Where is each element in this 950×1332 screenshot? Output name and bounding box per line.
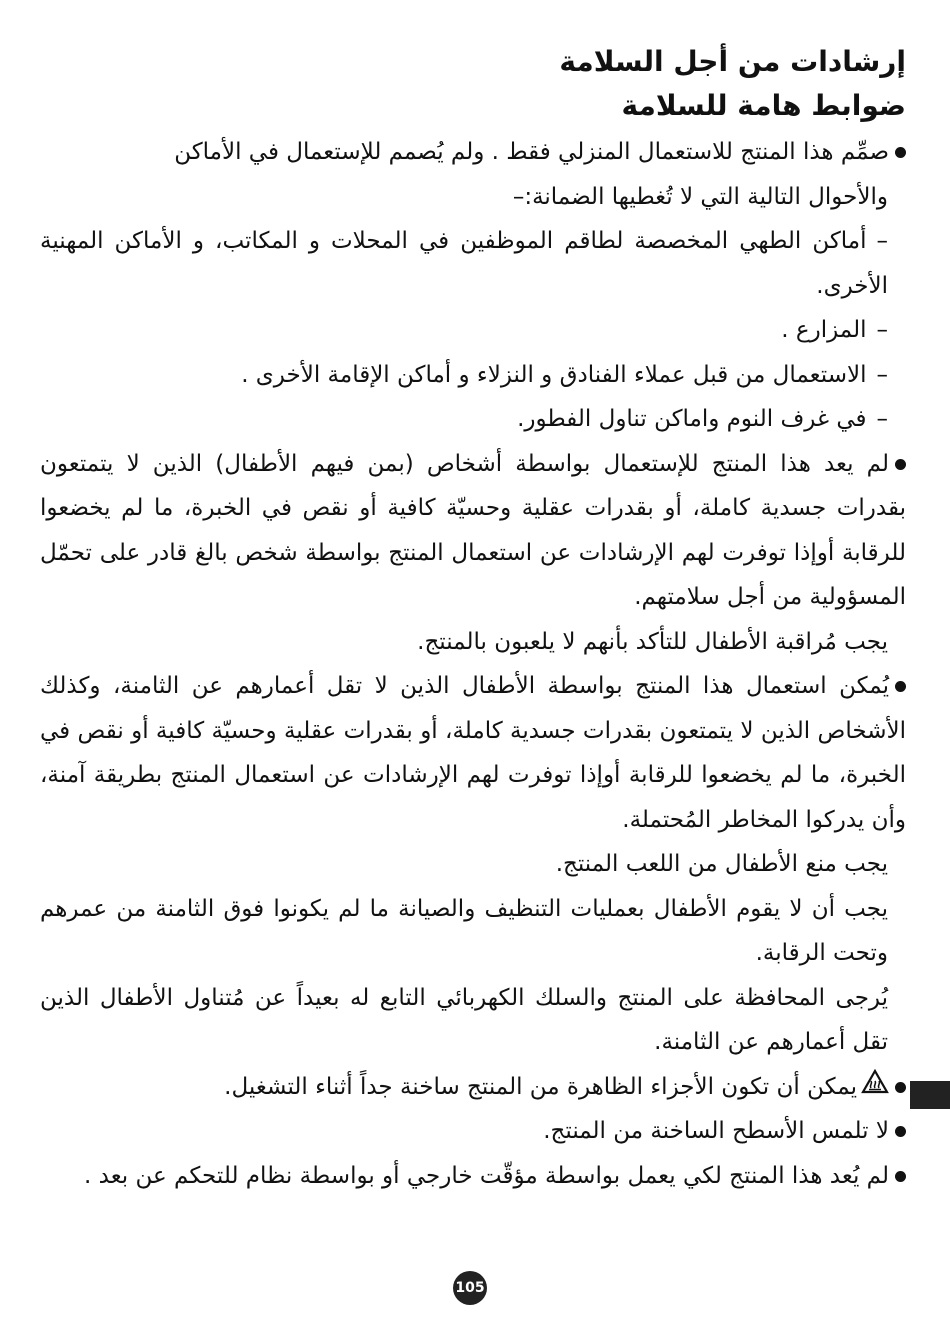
bullet-text: لم يعد هذا المنتج للإستعمال بواسطة أشخاص (بمن فيهم الأطفال) الذين لا يتمتعون بقدرات جسدية كاملة، أو بقدرات عقلية وحسيّة كافية أو نقص في الخبرة، ما لم يخضعوا للرقابة أوإذا توفرت لهم الإرشادات عن استعمال المنتج بواسطة شخص بالغ قادر على تحمّل المسؤولية من أجل سلامتهم. [40,450,906,610]
dash-text: الاستعمال من قبل عملاء الفنادق و النزلاء و أماكن الإقامة الأخرى . [241,361,867,388]
bullet-item [40,664,906,842]
dash-text: المزارع . [781,317,867,343]
bullet-dot-icon [895,1126,906,1137]
dash-text: في غرف النوم واماكن تناول الفطور. [517,406,867,432]
bullet-note: يجب مُراقبة الأطفال للتأكد بأنهم لا يلعبون بالمنتج. [417,628,888,655]
dash-item: –أماكن الطهي المخصصة لطاقم الموظفين في المحلات و المكاتب، و الأماكن المهنية الأخرى. [40,228,888,299]
dash-item: –المزارع . [781,317,888,343]
bullet-dot-icon [895,1082,906,1093]
bullet-dot-icon [895,459,906,470]
bullet-dot-icon [895,147,906,158]
bullet-item [40,130,906,175]
bullet-text: صمِّم هذا المنتج للاستعمال المنزلي فقط . ولم يُصمم للإستعمال في الأماكن [174,139,889,165]
bullet-note: يجب أن لا يقوم الأطفال بعمليات التنظيف والصيانة ما لم يكونوا فوق الثامنة من عمرهم وتحت الرقابة. [40,895,888,966]
document-page [40,40,906,1198]
section-heading: ضوابط هامة للسلامة [621,89,906,122]
bullet-dot-icon [895,1171,906,1182]
bullet-note: يُرجى المحافظة على المنتج والسلك الكهربائي التابع له بعيداً عن مُتناول الأطفال الذين تقل أعمارهم عن الثامنة. [40,984,888,1055]
dash-text: أماكن الطهي المخصصة لطاقم الموظفين في المحلات و المكاتب، و الأماكن المهنية الأخرى. [40,228,888,299]
bullet-note: يجب منع الأطفال من اللعب المنتج. [555,851,888,877]
bullet-text: لم يُعد هذا المنتج لكي يعمل بواسطة مؤقّت خارجي أو بواسطة نظام للتحكم عن بعد . [84,1162,889,1189]
bullet-item [40,442,906,620]
bullet-item [40,1065,906,1110]
bullet-text: يُمكن استعمال هذا المنتج بواسطة الأطفال الذين لا تقل أعمارهم عن الثامنة، وكذلك الأشخاص الذين لا يتمتعون بقدرات جسدية كاملة، أو بقدرات عقلية وحسيّة كافية أو نقص في الخبرة، ما لم يخضعوا للرقابة أوإذا توفرت لهم الإرشادات عن استعمال المنتج بطريقة آمنة، وأن يدركوا المخاطر المُحتملة. [40,673,906,833]
dash-item: –في غرف النوم واماكن تناول الفطور. [517,406,888,432]
language-side-tab [910,1081,950,1109]
page-number: 105 [453,1271,487,1305]
bullet-continuation: والأحوال التالية التي لا تُغطيها الضمانة:– [512,183,888,210]
page-title: إرشادات من أجل السلامة [559,45,906,78]
bullet-text: لا تلمس الأسطح الساخنة من المنتج. [543,1118,889,1145]
bullet-item [40,1109,906,1154]
dash-item: –الاستعمال من قبل عملاء الفنادق و النزلاء و أماكن الإقامة الأخرى . [241,361,888,388]
bullet-item [40,1154,906,1199]
bullet-text: يمكن أن تكون الأجزاء الظاهرة من المنتج ساخنة جداً أثناء التشغيل. [224,1073,857,1100]
hot-surface-warning-icon [861,1065,889,1110]
bullet-dot-icon [895,681,906,692]
